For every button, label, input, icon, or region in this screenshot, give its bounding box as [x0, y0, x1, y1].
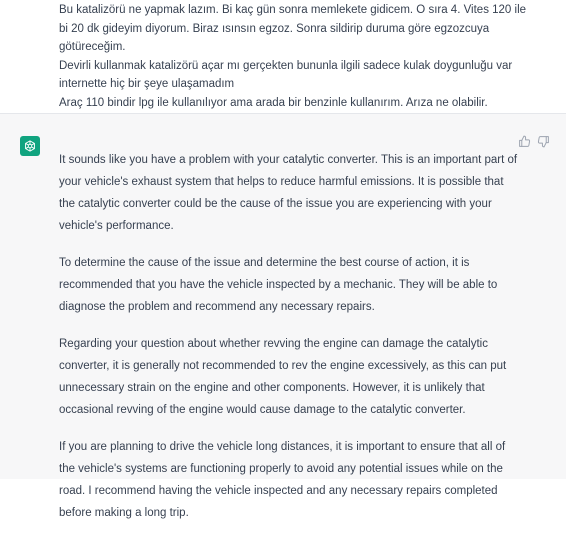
thumbs-up-icon: [518, 135, 531, 148]
assistant-line: converter, it is generally not recommended to rev the engine excessively, as this can put: [59, 360, 507, 372]
user-message-line: Araç 110 bindir lpg ile kullanılıyor ama arada bir benzinle kullanırım. Arıza ne olabilir.: [59, 96, 488, 109]
assistant-line: road. I recommend having the vehicle inspected and any necessary repairs completed: [59, 485, 498, 497]
assistant-line: before making a long trip.: [59, 507, 189, 519]
assistant-line: diagnose the problem and recommend any necessary repairs.: [59, 301, 375, 313]
user-message-line: götüreceğim.: [59, 41, 126, 53]
assistant-line: your vehicle's exhaust system that helps to reduce harmful emissions. It is possible that: [59, 176, 504, 188]
user-message-line: internette hiç bir şeye ulaşamadım: [59, 78, 235, 90]
openai-logo-icon: [23, 139, 37, 153]
user-message: [0, 0, 566, 114]
assistant-line: To determine the cause of the issue and determine the best course of action, it is: [59, 257, 470, 269]
assistant-avatar: [20, 136, 40, 156]
user-message-text: [59, 1, 559, 112]
assistant-message-text: [59, 134, 519, 539]
assistant-line: If you are planning to drive the vehicle long distances, it is important to ensure that all of: [59, 441, 506, 453]
assistant-line: vehicle's performance.: [59, 220, 174, 232]
assistant-line: recommended that you have the vehicle inspected by a mechanic. They will be able to: [59, 279, 498, 291]
assistant-line: unnecessary strain on the engine and other components. However, it is unlikely that: [59, 382, 485, 394]
assistant-line: the catalytic converter could be the cause of the issue you are experiencing with your: [59, 198, 492, 210]
user-message-line: bi 20 dk gideyim diyorum. Biraz ısınsın egzoz. Sonra sildirip duruma göre egzozcuya: [59, 22, 490, 35]
user-message-line: Bu katalizörü ne yapmak lazım. Bi kaç gün sonra memlekete gidicem. O sıra 4. Vites 120 ile: [59, 4, 527, 16]
assistant-line: It sounds like you have a problem with your catalytic converter. This is an important part of: [59, 154, 518, 166]
assistant-message: [0, 114, 566, 519]
thumbs-down-icon: [537, 135, 550, 148]
user-message-line: Devirli kullanmak katalizörü açar mı gerçekten bununla ilgili sadece kulak doygunluğu var: [59, 59, 513, 72]
feedback-buttons: [518, 135, 550, 148]
assistant-line: the vehicle's systems are functioning properly to avoid any potential issues while on the: [59, 463, 503, 475]
assistant-line: occasional revving of the engine would cause damage to the catalytic converter.: [59, 404, 466, 416]
assistant-line: Regarding your question about whether revving the engine can damage the catalytic: [59, 338, 488, 350]
thumbs-up-button[interactable]: [518, 135, 531, 148]
thumbs-down-button[interactable]: [537, 135, 550, 148]
